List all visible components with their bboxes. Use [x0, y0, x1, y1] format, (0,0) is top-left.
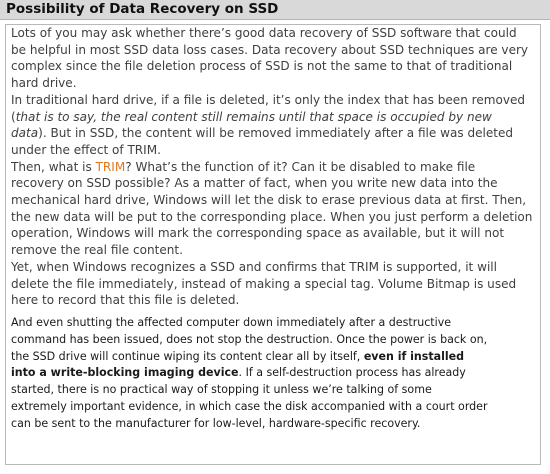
text-line: complex since the file deletion process of SSD is not the same to that of traditional [11, 59, 513, 74]
text-line: recovery on SSD possible? As a matter of fact, when you write new data into the [11, 176, 498, 191]
plain-text: . If a self-destruction process has already [238, 366, 466, 380]
section-header [0, 0, 550, 20]
text-line: started, there is no practical way of stopping it unless we’re talking of some [11, 383, 432, 397]
text-line: And even shutting the affected computer down immediately after a destructive [11, 316, 452, 329]
text-line: be helpful in most SSD data loss cases. Data recovery about SSD techniques are very [11, 42, 529, 57]
text-line [11, 365, 541, 382]
italic-text: data [11, 126, 39, 141]
section-title: Possibility of Data Recovery on SSD [6, 1, 279, 17]
text-line: hard drive. [11, 76, 77, 91]
text-line: Lots of you may ask whether there’s good data recovery of SSD software that could [11, 26, 517, 40]
text-line: Yet, when Windows recognizes a SSD and confirms that TRIM is supported, it will [11, 259, 498, 274]
text-line [11, 125, 541, 142]
bold-text: into a write-blocking imaging device [11, 366, 239, 380]
text-line: extremely important evidence, in which case the disk accompanied with a court order [11, 399, 488, 413]
paren-open: ( [11, 109, 16, 124]
text-line: can be sent to the manufacturer for low-level, hardware-specific recovery. [11, 416, 421, 430]
text-line [11, 159, 541, 176]
trim-link[interactable]: TRIM [95, 159, 126, 174]
text-line: mechanical hard drive, Windows will let the disk to erase previous data at first. Then, [11, 193, 527, 208]
text-line: In traditional hard drive, if a file is deleted, it’s only the index that has been removed [11, 92, 526, 107]
plain-text: ). But in SSD, the content will be removed immediately after a file was deleted [38, 126, 514, 141]
quote-paragraph [11, 315, 541, 433]
text-line: remove the real file content. [11, 243, 183, 258]
text-line: delete the file immediately, instead of making a special tag. Volume Bitmap is used [11, 276, 517, 291]
plain-text: ? What’s the function of it? Can it be disabled to make file [125, 159, 476, 174]
text-line [11, 349, 541, 366]
italic-text: that is to say, the real content still remains until that space is occupied by new [15, 109, 492, 124]
text-line [11, 109, 541, 126]
article-body [11, 25, 541, 309]
text-line: operation, Windows will mark the corresponding space as available, but it will not [11, 226, 505, 241]
text-line: command has been issued, does not stop the destruction. Once the power is back on, [11, 332, 488, 346]
text-line: here to record that this file is deleted. [11, 293, 240, 308]
bold-text: even if installed [363, 349, 465, 363]
plain-text: Then, what is [11, 159, 96, 174]
text-line: the new data will be put to the corresponding place. When you just perform a deletion [11, 209, 533, 224]
text-line: under the effect of TRIM. [11, 142, 161, 157]
plain-text: the SSD drive will continue wiping its content clear all by itself, [11, 349, 364, 363]
